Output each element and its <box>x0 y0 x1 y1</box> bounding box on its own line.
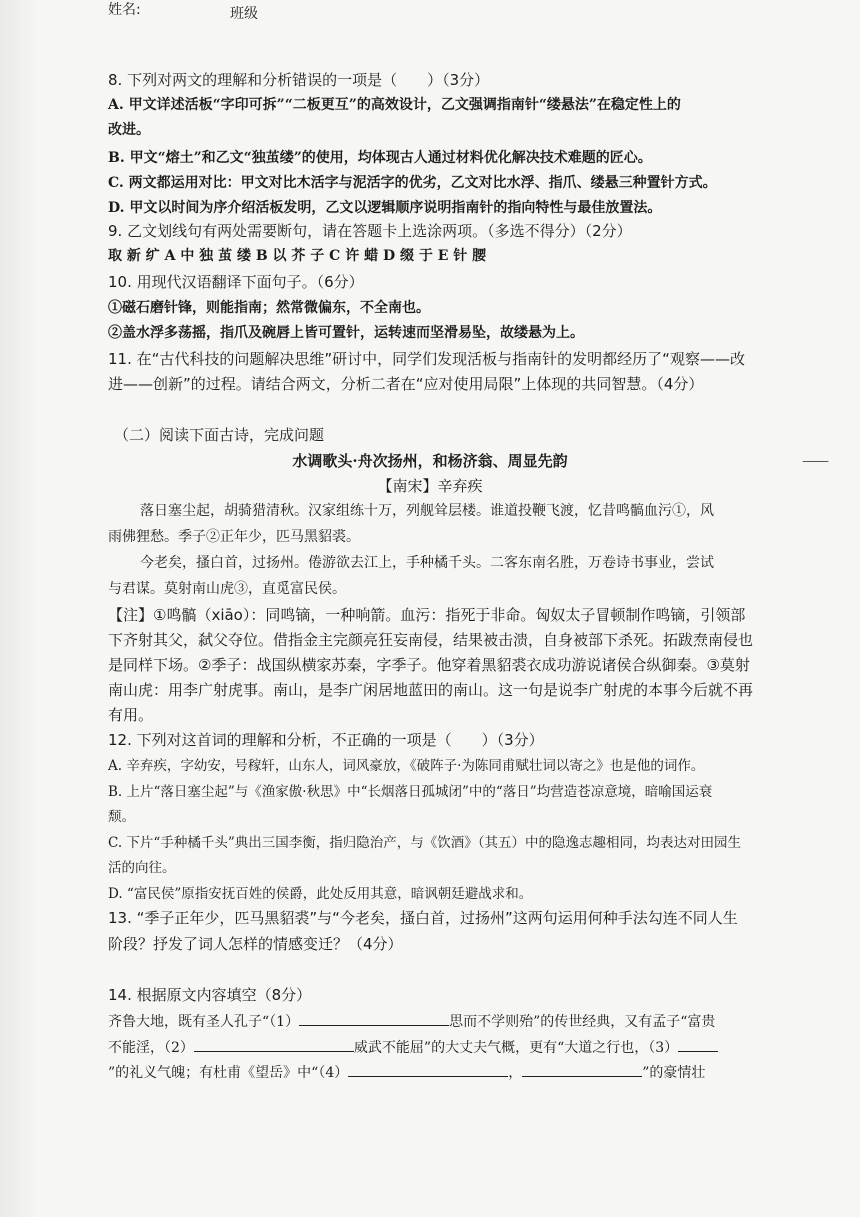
margin-mark: ⸺ <box>802 451 830 470</box>
q12-option-a: A. 辛弃疾，字幼安，号稼轩，山东人，词风豪放，《破阵子·为陈同甫赋壮词以寄之》也是他的词作。 <box>108 758 705 774</box>
q10-sentence-1: ①磁石磨针锋，则能指南；然常微偏东，不全南也。 <box>108 300 430 316</box>
note-line-2: 下齐射其父，弑父夺位。借指金主完颜亮狂妄南侵，结果被击溃，自身被部下杀死。拓跋焘南侵也 <box>108 631 754 649</box>
poem-stanza-1-line-2: 雨佛狸愁。季子②正年少，匹马黑貂裘。 <box>108 529 360 545</box>
q8-option-a-cont: 改进。 <box>108 122 150 138</box>
q11-line-1: 11. 在“古代科技的问题解决思维”研讨中，同学们发现活板与指南针的发明都经历了“观察——改 <box>108 350 745 368</box>
name-label: 姓名: <box>108 2 141 18</box>
q12-option-d: D. “富民侯”原指安抚百姓的侯爵，此处反用其意，暗讽朝廷避战求和。 <box>108 886 533 902</box>
q11-line-2: 进——创新”的过程。请结合两文，分析二者在“应对使用局限”上体现的共同智慧。（4分） <box>108 375 704 393</box>
class-label: 班级 <box>230 6 258 22</box>
q12-option-c: C. 下片“手种橘千头”典出三国李衡，指归隐治产，与《饮酒》（其五）中的隐逸志趣相同，均表达对田园生 <box>108 835 741 851</box>
blank-1[interactable] <box>299 1011 449 1026</box>
blank-4a[interactable] <box>348 1062 508 1077</box>
note-line-4: 南山虎：用李广射虎事。南山，是李广闲居地蓝田的南山。这一句是说李广射虎的本事今后就不再 <box>108 681 754 699</box>
note-line-1: 【注】①鸣髇（xiāo）：同鸣镝，一种响箭。血污：指死于非命。匈奴太子冒顿制作鸣镝，引领部 <box>108 606 746 624</box>
q14-line-1-start: 齐鲁大地，既有圣人孔子“（1） <box>108 1014 300 1030</box>
q8-option-d: D. 甲文以时间为序介绍活板发明，乙文以逻辑顺序说明指南针的指向特性与最佳放置法。 <box>108 200 662 216</box>
q9-text: 取 新 纩 A 中 独 茧 缕 B 以 芥 子 C 许 蜡 D 缀 于 E 针 腰 <box>108 248 487 264</box>
poem-title: 水调歌头·舟次扬州，和杨济翁、周显先韵 <box>292 452 568 470</box>
q13-line-1: 13. “季子正年少，匹马黑貂裘”与“今老矣，搔白首，过扬州”这两句运用何种手法勾连不同人生 <box>108 909 738 927</box>
q14-line-3 <box>108 1062 705 1083</box>
note-line-5: 有用。 <box>108 706 154 724</box>
q12-option-b: B. 上片“落日塞尘起”与《渔家傲·秋思》中“长烟落日孤城闭”中的“落日”均营造苍凉意境，暗喻国运衰 <box>108 784 713 800</box>
q14-line-1-end: 思而不学则殆”的传世经典，又有孟子“富贵 <box>449 1014 716 1030</box>
q14-line-3-end: ”的豪情壮 <box>642 1065 706 1081</box>
q14-stem: 14. 根据原文内容填空（8分） <box>108 986 312 1004</box>
q10-sentence-2: ②盖水浮多荡摇，指爪及碗唇上皆可置针，运转速而坚滑易坠，故缕悬为上。 <box>108 325 584 341</box>
poem-stanza-2-line-1: 今老矣，搔白首，过扬州。倦游欲去江上，手种橘千头。二客东南名胜，万卷诗书事业，尝试 <box>140 555 714 571</box>
q8-stem: 8. 下列对两文的理解和分析错误的一项是（ ）（3分） <box>108 71 490 89</box>
q9-stem: 9. 乙文划线句有两处需要断句，请在答题卡上选涂两项。（多选不得分）（2分） <box>108 222 632 240</box>
q13-line-2: 阶段？抒发了词人怎样的情感变迁？（4分） <box>108 935 403 953</box>
q12-option-b-cont: 颓。 <box>108 809 135 825</box>
page-edge-shadow <box>0 0 40 1217</box>
q8-option-a: A. 甲文详述活板“字印可拆”“二板更互”的高效设计，乙文强调指南针“缕悬法”在稳定性上的 <box>108 97 681 113</box>
note-line-3: 是同样下场。②季子：战国纵横家苏秦，字季子。他穿着黑貂裘衣成功游说诸侯合纵御秦。③莫射 <box>108 656 750 674</box>
q10-stem: 10. 用现代汉语翻译下面句子。（6分） <box>108 273 364 291</box>
blank-2[interactable] <box>194 1037 354 1052</box>
blank-3[interactable] <box>678 1037 718 1052</box>
q12-option-c-cont: 活的向往。 <box>108 860 176 876</box>
poem-author: 【南宋】辛弃疾 <box>377 477 483 495</box>
blank-4b[interactable] <box>522 1062 642 1077</box>
poem-stanza-1-line-1: 落日塞尘起，胡骑猎清秋。汉家组练十万，列舰耸层楼。谁道投鞭飞渡，忆昔鸣髇血污①，风 <box>140 503 714 519</box>
q14-line-2 <box>108 1037 718 1058</box>
q8-option-b: B. 甲文“熔土”和乙文“独茧缕”的使用，均体现古人通过材料优化解决技术难题的匠心。 <box>108 150 652 166</box>
q14-line-1 <box>108 1011 715 1032</box>
q14-line-2-mid: 威武不能屈”的大丈夫气概，更有“大道之行也，（3） <box>353 1040 679 1056</box>
poem-stanza-2-line-2: 与君谋。莫射南山虎③，直觅富民侯。 <box>108 581 346 597</box>
q8-option-c: C. 两文都运用对比：甲文对比木活字与泥活字的优劣，乙文对比水浮、指爪、缕悬三种置针方式。 <box>108 175 717 191</box>
q14-line-3-start: ”的礼义气魄；有杜甫《望岳》中“（4） <box>108 1065 349 1081</box>
section-2-heading: （二）阅读下面古诗，完成问题 <box>114 426 325 444</box>
q14-line-3-comma: ， <box>508 1065 523 1081</box>
q14-line-2-start: 不能淫，（2） <box>108 1040 194 1056</box>
q12-stem: 12. 下列对这首词的理解和分析，不正确的一项是（ ）（3分） <box>108 731 544 749</box>
